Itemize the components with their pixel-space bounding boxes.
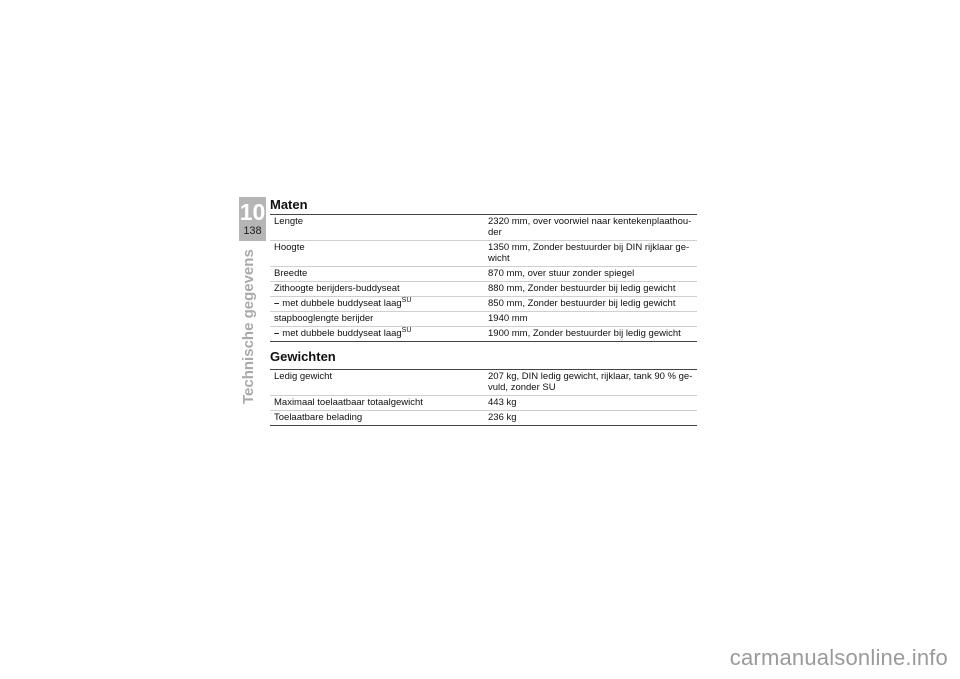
table-row [270, 215, 697, 241]
spec-label [270, 297, 484, 312]
spec-value: 207 kg, DIN ledig gewicht, rijklaar, tank 90 % ge- vuld, zonder SU [484, 370, 697, 396]
spec-value: 2320 mm, over voorwiel naar kentekenplaathou- der [484, 215, 697, 241]
table-row [270, 297, 697, 312]
spec-label [270, 370, 484, 396]
chapter-side-title: Technische gegevens [240, 249, 257, 404]
gewichten-table [270, 369, 697, 426]
spec-label [270, 396, 484, 411]
page-number: 138 [243, 225, 262, 237]
section-title-gewichten: Gewichten [270, 349, 336, 364]
spec-label [270, 282, 484, 297]
table-row [270, 411, 697, 426]
table-row [270, 282, 697, 297]
spec-value: 850 mm, Zonder bestuurder bij ledig gewicht [484, 297, 697, 312]
spec-label [270, 215, 484, 241]
spec-label [270, 241, 484, 267]
table-row [270, 327, 697, 342]
spec-label-text: met dubbele buddyseat laag [282, 328, 402, 339]
spec-value: 1940 mm [484, 312, 697, 327]
spec-value: 1350 mm, Zonder bestuurder bij DIN rijklaar ge- wicht [484, 241, 697, 267]
table-row [270, 396, 697, 411]
spec-label-text: Hoogte [274, 242, 305, 253]
table-row [270, 312, 697, 327]
spec-label-text: Zithoogte berijders-buddyseat [274, 283, 400, 294]
spec-value: 236 kg [484, 411, 697, 426]
dash-marker: – [274, 298, 280, 309]
option-superscript: SU [401, 326, 412, 334]
table-row [270, 370, 697, 396]
spec-label-text: Lengte [274, 216, 304, 227]
spec-label [270, 327, 484, 342]
spec-label-text: met dubbele buddyseat laag [282, 298, 402, 309]
spec-label-text: Ledig gewicht [274, 371, 333, 382]
chapter-tab [239, 197, 266, 241]
spec-label-text: stapbooglengte berijder [274, 313, 374, 324]
spec-value: 1900 mm, Zonder bestuurder bij ledig gewicht [484, 327, 697, 342]
spec-label-text: Toelaatbare belading [274, 412, 363, 423]
spec-value: 443 kg [484, 396, 697, 411]
table-row [270, 241, 697, 267]
spec-value: 870 mm, over stuur zonder spiegel [484, 267, 697, 282]
spec-label [270, 312, 484, 327]
chapter-number: 10 [239, 199, 266, 225]
section-title-maten: Maten [270, 197, 308, 212]
dash-marker: – [274, 328, 280, 339]
spec-value: 880 mm, Zonder bestuurder bij ledig gewicht [484, 282, 697, 297]
spec-label [270, 267, 484, 282]
spec-label [270, 411, 484, 426]
watermark: carmanualsonline.info [729, 645, 948, 670]
spec-label-text: Maximaal toelaatbaar totaalgewicht [274, 397, 423, 408]
maten-table [270, 214, 697, 342]
option-superscript: SU [401, 296, 412, 304]
table-row [270, 267, 697, 282]
spec-label-text: Breedte [274, 268, 308, 279]
